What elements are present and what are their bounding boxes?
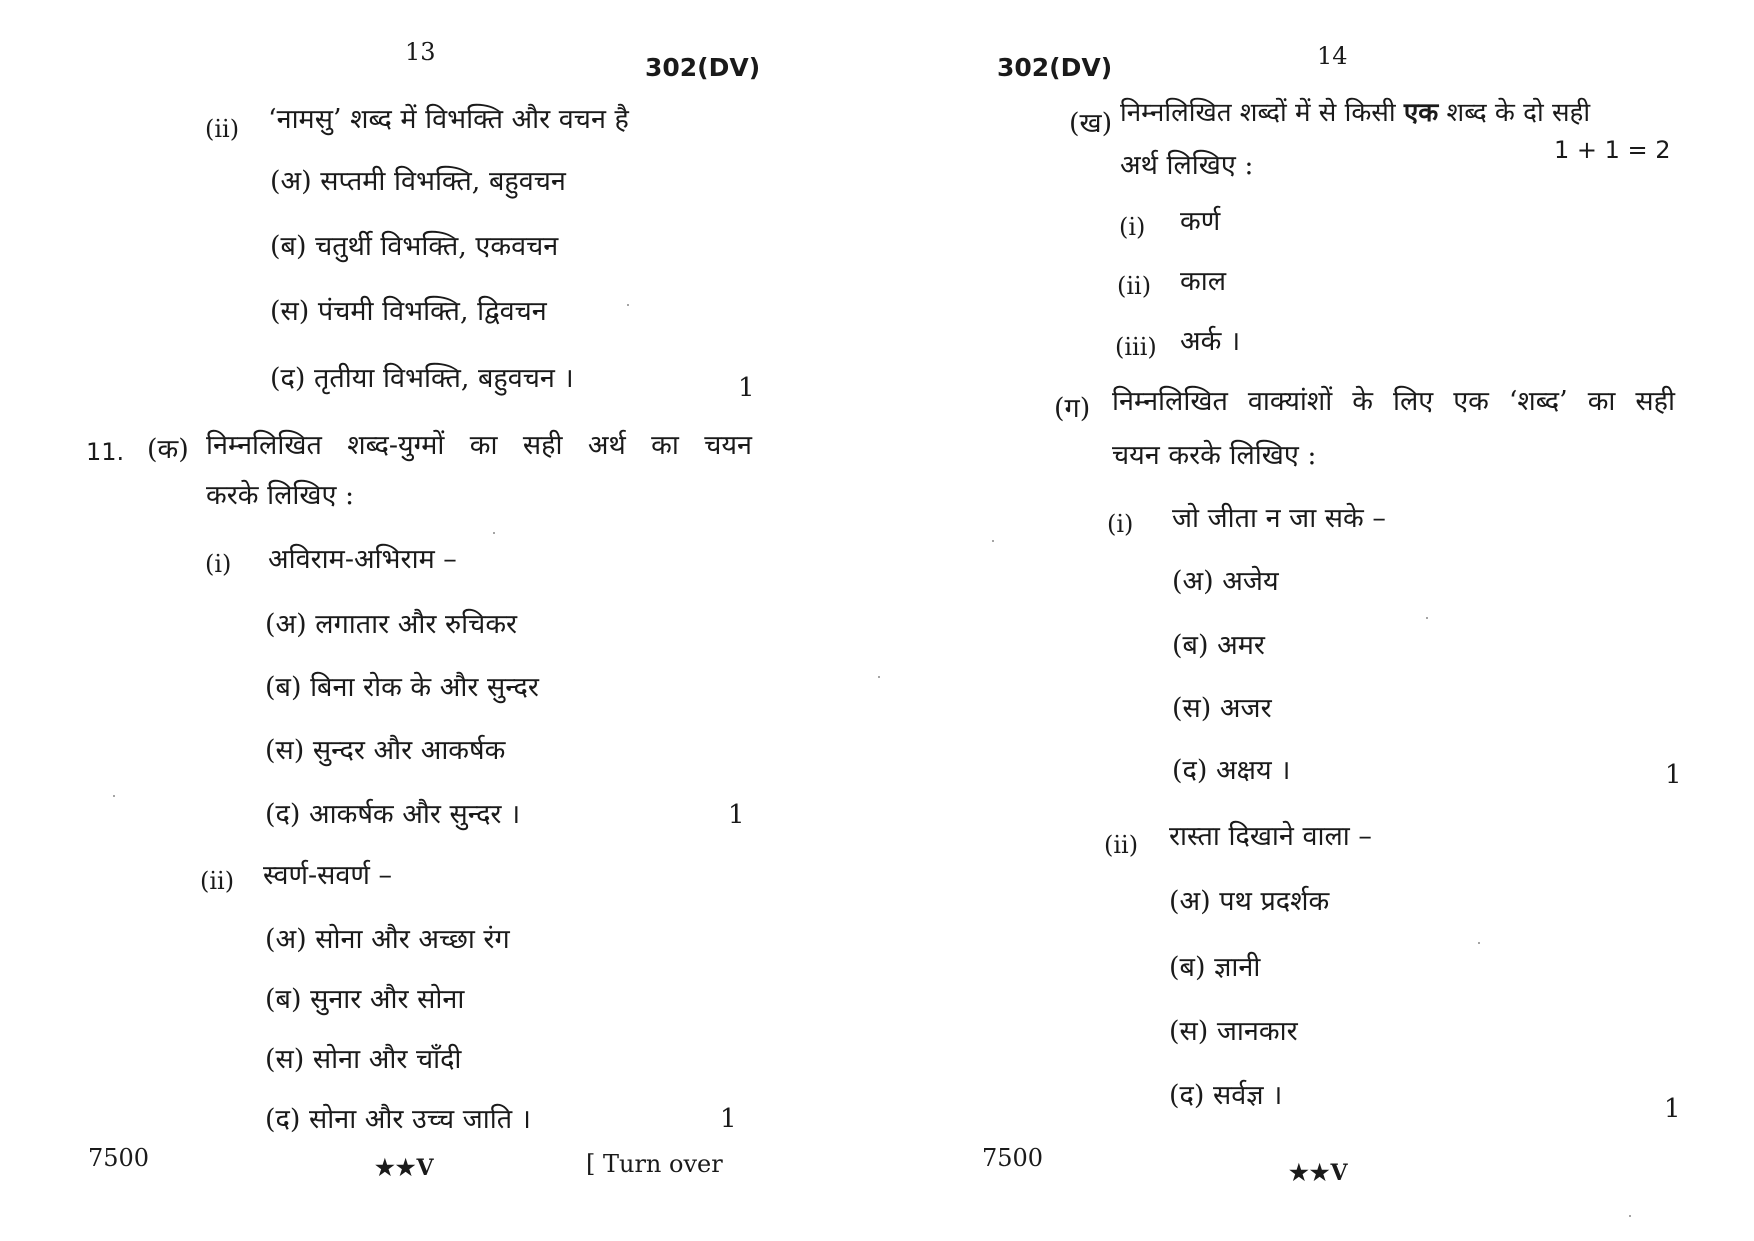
word-text: कर्ण: [1180, 206, 1221, 237]
scan-speck: [113, 795, 115, 797]
page-number: 13: [405, 38, 436, 66]
footer-code: 7500: [982, 1144, 1044, 1172]
question-text: चयन करके लिखिए :: [1112, 440, 1317, 471]
option: (ब) ज्ञानी: [1169, 952, 1261, 983]
word-number: (iii): [1115, 333, 1157, 361]
subquestion-number: (i): [205, 550, 232, 578]
word-number: (i): [1119, 213, 1146, 241]
subquestion-number: (ii): [200, 867, 235, 895]
scan-speck: [1478, 942, 1480, 944]
subquestion-number: (i): [1107, 510, 1134, 538]
word-text: अर्क ।: [1180, 326, 1241, 357]
footer-stars: ★★V: [1289, 1160, 1349, 1186]
turn-over-label: [ Turn over: [586, 1150, 723, 1178]
question-text: निम्नलिखित शब्द-युग्मों का सही अर्थ का चयन: [206, 430, 752, 461]
question-part-label: (ख): [1069, 108, 1113, 139]
marks: 1: [1664, 1094, 1681, 1124]
question-number: 11.: [86, 438, 125, 466]
subquestion-text: अविराम-अभिराम –: [268, 544, 457, 575]
option: (अ) पथ प्रदर्शक: [1169, 886, 1330, 917]
option: (द) सर्वज्ञ ।: [1169, 1080, 1283, 1111]
subquestion-text: स्वर्ण-सवर्ण –: [263, 860, 393, 891]
question-number: (ii): [205, 115, 240, 143]
scan-speck: [992, 540, 994, 542]
scan-speck: [1629, 1215, 1631, 1217]
scan-speck: [878, 676, 880, 678]
option: (ब) सुनार और सोना: [265, 984, 465, 1015]
marks: 1: [1665, 760, 1682, 790]
subquestion-text: जो जीता न जा सके –: [1172, 503, 1386, 534]
paper-code: 302(DV): [645, 53, 761, 82]
option: (द) सोना और उच्च जाति ।: [265, 1104, 531, 1135]
question-text: करके लिखिए :: [206, 480, 355, 511]
marks: 1: [728, 800, 745, 830]
subquestion-text: रास्ता दिखाने वाला –: [1169, 821, 1372, 852]
question-text: निम्नलिखित वाक्यांशों के लिए एक ‘शब्द’ का सही: [1112, 386, 1675, 417]
right-page: [877, 0, 1754, 1241]
option: (स) अजर: [1172, 693, 1272, 724]
option: (स) सोना और चाँदी: [265, 1044, 462, 1075]
option: (स) जानकार: [1169, 1016, 1298, 1047]
option: (अ) सप्तमी विभक्ति, बहुवचन: [270, 166, 566, 197]
scan-speck: [1426, 617, 1428, 619]
option: (स) पंचमी विभक्ति, द्विवचन: [270, 296, 547, 327]
option: (अ) लगातार और रुचिकर: [265, 609, 518, 640]
option: (द) तृतीया विभक्ति, बहुवचन ।: [270, 363, 574, 394]
marks: 1 + 1 = 2: [1554, 136, 1671, 164]
footer-code: 7500: [88, 1144, 150, 1172]
question-text: ‘नामसु’ शब्द में विभक्ति और वचन है: [268, 104, 629, 135]
option: (अ) सोना और अच्छा रंग: [265, 924, 510, 955]
option: (ब) चतुर्थी विभक्ति, एकवचन: [270, 231, 559, 262]
option: (अ) अजेय: [1172, 566, 1279, 597]
option: (ब) अमर: [1172, 630, 1265, 661]
question-part-label: (ग): [1054, 393, 1091, 424]
scan-speck: [627, 304, 629, 306]
scan-speck: [493, 532, 495, 534]
option: (द) आकर्षक और सुन्दर ।: [265, 799, 521, 830]
question-text: निम्नलिखित शब्दों में से किसी एक शब्द के दो सही: [1120, 98, 1591, 128]
question-part-label: (क): [147, 434, 189, 465]
paper-code: 302(DV): [997, 53, 1113, 82]
subquestion-number: (ii): [1104, 831, 1139, 859]
word-number: (ii): [1117, 272, 1152, 300]
page-number: 14: [1317, 42, 1348, 70]
word-text: काल: [1180, 266, 1227, 297]
question-text: अर्थ लिखिए :: [1120, 150, 1254, 181]
option: (ब) बिना रोक के और सुन्दर: [265, 672, 539, 703]
marks: 1: [738, 373, 755, 403]
option: (द) अक्षय ।: [1172, 755, 1291, 786]
marks: 1: [720, 1104, 737, 1134]
option: (स) सुन्दर और आकर्षक: [265, 735, 506, 766]
footer-stars: ★★V: [375, 1155, 435, 1181]
